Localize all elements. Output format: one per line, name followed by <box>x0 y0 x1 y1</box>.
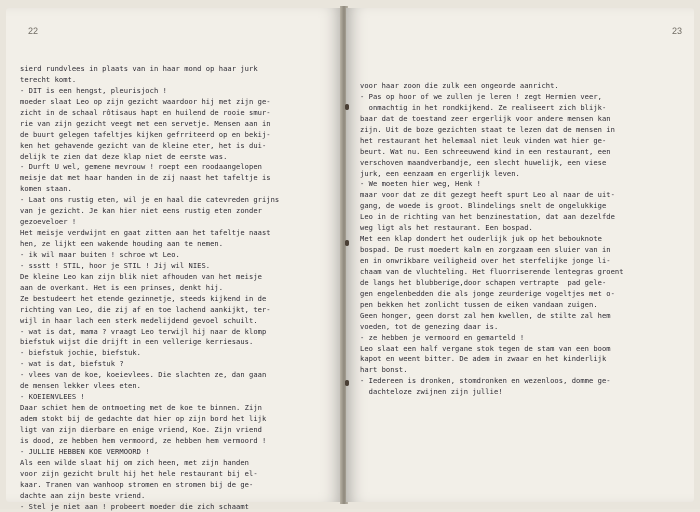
text-line: - wat is dat, biefstuk ? <box>20 359 279 370</box>
text-line: zijn. Uit de boze gezichten staat te lezen dat de mensen in <box>360 125 624 136</box>
text-line: voor haar zoon die zulk een ongeorde aanricht. <box>360 81 624 92</box>
text-line: het restaurant het helemaal niet leuk vinden wat hier ge- <box>360 136 624 147</box>
page-number-right: 23 <box>672 26 682 36</box>
text-line: - wat is dat, mama ? vraagt Leo terwijl hij naar de klomp <box>20 327 279 338</box>
text-line: verschoven maandverbandje, een slecht huwelijk, een viese <box>360 158 624 169</box>
text-line: van je gezicht. Je kan hier niet eens rustig eten zonder <box>20 206 279 217</box>
text-line: gezoeveloer ! <box>20 217 279 228</box>
left-page <box>6 8 342 502</box>
text-line: bospad. De rust moedert kalm en zorgzaam een sluier van in <box>360 245 624 256</box>
text-line: meisje dat met haar handen in de zij naast het tafeltje is <box>20 173 279 184</box>
text-line: - ze hebben je vermoord en gemarteld ! <box>360 333 624 344</box>
text-line: kaar. Tranen van wanhoop stromen en stromen bij de ge- <box>20 480 279 491</box>
text-line: beurt. Wat nu. Een schreeuwend kind in een restaurant, een <box>360 147 624 158</box>
text-line: chaam van de vluchteling. Het fluorriserende lentegras groent <box>360 267 624 278</box>
text-line: aan de overkant. Het is een prinses, denkt hij. <box>20 283 279 294</box>
text-line: - ik wil maar buiten ! schroe wt Leo. <box>20 250 279 261</box>
text-line: - Pas op hoor of we zullen je leren ! zegt Hermien veer, <box>360 92 624 103</box>
text-line: - KOEIENVLEES ! <box>20 392 279 403</box>
text-line: moeder slaat Leo op zijn gezicht waardoor hij met zijn ge- <box>20 97 279 108</box>
text-line: richting van Leo, die zij af en toe lachend aankijkt, ter- <box>20 305 279 316</box>
page-number-left: 22 <box>28 26 38 36</box>
text-line: baar dat de toestand zeer ergerlijk voor andere mensen kan <box>360 114 624 125</box>
text-line: komen staan. <box>20 184 279 195</box>
left-page-text <box>20 64 279 512</box>
text-line: jurk, een eenzaam en ergerlijk leven. <box>360 169 624 180</box>
text-line: delijk te zien dat deze klap niet de eerste was. <box>20 152 279 163</box>
text-line: de buurt gelegen tafeltjes kijken gefrriteerd op en bekij- <box>20 130 279 141</box>
text-line: voor zijn gezicht brult hij het hele restaurant bij el- <box>20 469 279 480</box>
text-line: Met een klap dondert het ouderlijk juk op het bebouknote <box>360 234 624 245</box>
text-line: - Iedereen is dronken, stomdronken en wezenloos, domme ge- <box>360 376 624 387</box>
text-line: - We moeten hier weg, Henk ! <box>360 179 624 190</box>
right-page-text <box>360 81 624 398</box>
text-line: De kleine Leo kan zijn blik niet afhouden van het meisje <box>20 272 279 283</box>
text-line: Het meisje verdwijnt en gaat zitten aan het tafeltje naast <box>20 228 279 239</box>
text-line: de mensen lekker vlees eten. <box>20 381 279 392</box>
text-line: ken het gehavende gezicht van de kleine eter, het is dui- <box>20 141 279 152</box>
text-line: Als een wilde slaat hij om zich heen, met zijn handen <box>20 458 279 469</box>
text-line: - DIT is een hengst, pleurisjoch ! <box>20 86 279 97</box>
text-line: dachte aan zijn beste vriend. <box>20 491 279 502</box>
text-line: en in onwrikbare veiligheid over het sterfelijke jonge li- <box>360 256 624 267</box>
text-line: onmachtig in het rondkijkend. Ze realiseert zich blijk- <box>360 103 624 114</box>
text-line: terecht komt. <box>20 75 279 86</box>
text-line: kapot en weent bitter. De adem in zwaar en het kinderlijk <box>360 354 624 365</box>
text-line: Leo slaat een half vergane stok tegen de stam van een boom <box>360 344 624 355</box>
text-line: hart bonst. <box>360 365 624 376</box>
binding-hole <box>345 104 349 110</box>
text-line: zicht in de schaal rôtisaus hapt en huilend de rooie smur- <box>20 108 279 119</box>
text-line: de langs het blubberige,door schapen vertrapte pad gele- <box>360 278 624 289</box>
text-line: is dood, ze hebben hem vermoord, ze hebben hem vermoord ! <box>20 436 279 447</box>
text-line: - JULLIE HEBBEN KOE VERMOORD ! <box>20 447 279 458</box>
text-line: biefstuk wijst die drijft in een vellerige kerriesaus. <box>20 337 279 348</box>
text-line: - Stel je niet aan ! probeert moeder die zich schaamt <box>20 502 279 512</box>
text-line: - ssstt ! STIL, hoor je STIL ! Jij wil NIES. <box>20 261 279 272</box>
text-line: ligt van zijn dierbare en enige vriend, Koe. Zijn vriend <box>20 425 279 436</box>
text-line: adem stokt bij de gedachte dat hier op zijn bord het lijk <box>20 414 279 425</box>
text-line: gang, de woede is groot. Blindelings snelt de ongelukkige <box>360 201 624 212</box>
text-line: pen bekken het zonlicht tussen de eiken vandaan zuigen. <box>360 300 624 311</box>
text-line: - Durft U wel, gemene mevrouw ! roept een roodaangelopen <box>20 162 279 173</box>
text-line: gen engelenbedden die als jonge zeurderige vogeltjes met o- <box>360 289 624 300</box>
text-line: maar voor dat ze dit gezegt heeft spurt Leo al naar de uit- <box>360 190 624 201</box>
text-line: Ze bestudeert het etende gezinnetje, steeds kijkend in de <box>20 294 279 305</box>
binding-hole <box>345 380 349 386</box>
right-page <box>346 8 694 502</box>
text-line: Daar schiet hem de ontmoeting met de koe te binnen. Zijn <box>20 403 279 414</box>
text-line: rie van zijn gezicht veegt met een servetje. Mensen aan in <box>20 119 279 130</box>
text-line: hen, ze lijkt een wakende houding aan te nemen. <box>20 239 279 250</box>
text-line: voeden, tot de genezing daar is. <box>360 322 624 333</box>
text-line: - Laat ons rustig eten, wil je en haal die catevreden grijns <box>20 195 279 206</box>
text-line: - vlees van de koe, koeievlees. Die slachten ze, dan gaan <box>20 370 279 381</box>
text-line: Leo in de richting van het benzinestation, dat aan dezelfde <box>360 212 624 223</box>
text-line: wijl in haar lach een sterk medelijdend gevoel schuilt. <box>20 316 279 327</box>
text-line: Geen honger, geen dorst zal hem kwellen, de stilte zal hem <box>360 311 624 322</box>
text-line: sierd rundvlees in plaats van in haar mond op haar jurk <box>20 64 279 75</box>
text-line: - biefstuk jochie, biefstuk. <box>20 348 279 359</box>
text-line: weg ligt als het restaurant. Een bospad. <box>360 223 624 234</box>
binding-hole <box>345 240 349 246</box>
text-line: dachteloze zwijnen zijn jullie! <box>360 387 624 398</box>
